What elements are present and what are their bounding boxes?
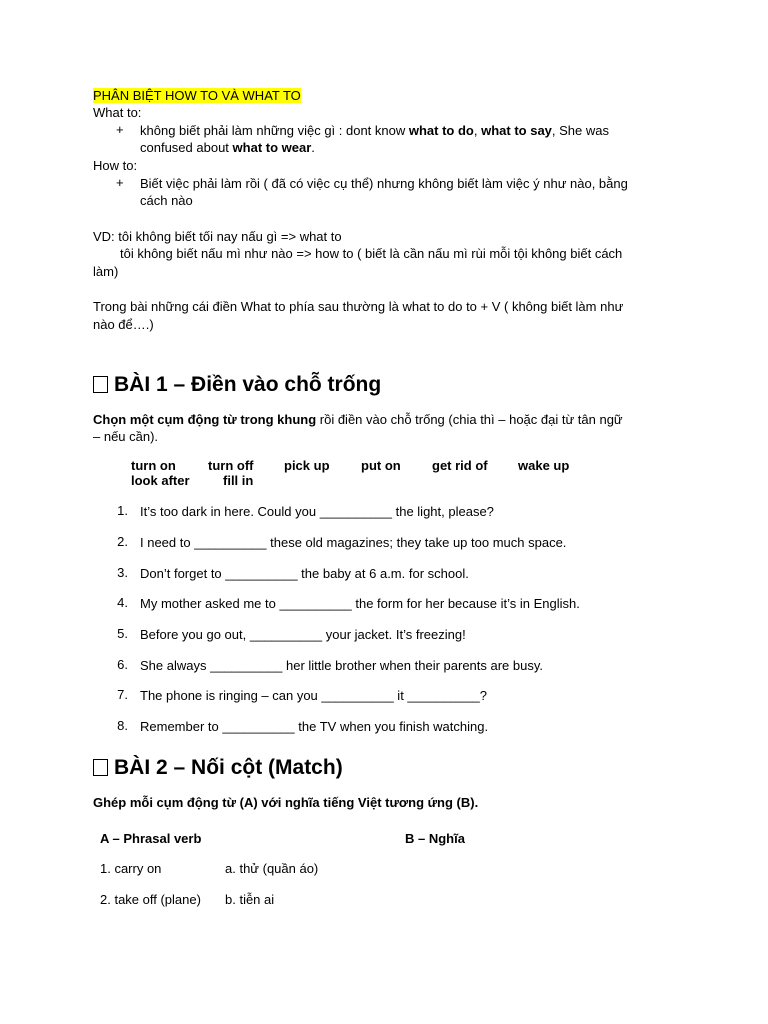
- list-item: Don’t forget to __________ the baby at 6 a.m. for school.: [140, 566, 469, 581]
- word-option: wake up: [518, 458, 570, 473]
- exercise1-heading: [93, 372, 381, 398]
- note-line2: nào để….): [93, 317, 154, 332]
- exercise2-instruction: Ghép mỗi cụm động từ (A) với nghĩa tiếng Việt tương ứng (B).: [93, 795, 479, 810]
- example-line1: VD: tôi không biết tối nay nấu gì => what to: [93, 229, 342, 244]
- how-to-bullet-line1: Biết việc phải làm rồi ( đã có việc cụ thể) nhưng không biết làm việc ý như nào, bằng: [140, 176, 628, 191]
- how-to-bullet-line2: cách nào: [140, 193, 193, 208]
- bold-segment: what to do: [408, 123, 474, 138]
- item-number: 3.: [117, 565, 128, 580]
- list-item: Remember to __________ the TV when you finish watching.: [140, 719, 489, 734]
- match-b-item: a. thử (quần áo): [225, 861, 319, 876]
- example-line2: tôi không biết nấu mì như nào => how to ( biết là cần nấu mì rùi mỗi tội không biết cách: [120, 246, 623, 261]
- exercise2-heading: [93, 755, 343, 781]
- item-number: 1.: [117, 503, 128, 518]
- note-line1: Trong bài những cái điền What to phía sau thường là what to do to + V ( không biết làm như: [93, 299, 624, 314]
- item-number: 4.: [117, 595, 128, 610]
- word-option: pick up: [284, 458, 330, 473]
- item-number: 8.: [117, 718, 128, 733]
- list-item: My mother asked me to __________ the form for her because it’s in English.: [140, 596, 580, 611]
- match-a-item: 1. carry on: [100, 861, 162, 876]
- list-item: I need to __________ these old magazines; they take up too much space.: [140, 535, 567, 550]
- bold-segment: what to wear: [232, 140, 312, 155]
- bullet-symbol: +: [116, 122, 124, 137]
- checkbox-icon: [93, 759, 108, 776]
- text-segment: confused about: [140, 140, 233, 155]
- text-segment: không biết phải làm những việc gì : dont know: [140, 123, 409, 138]
- exercise1-instruction-line1: [93, 411, 623, 428]
- word-option: look after: [131, 473, 190, 488]
- item-number: 6.: [117, 657, 128, 672]
- what-to-bullet-line1: [140, 122, 609, 139]
- exercise1-heading-text: BÀI 1 – Điền vào chỗ trống: [114, 373, 382, 396]
- item-number: 7.: [117, 687, 128, 702]
- text-segment: ,: [473, 123, 482, 138]
- exercise1-instruction-line2: – nếu cần).: [93, 429, 159, 444]
- bullet-symbol: +: [116, 175, 124, 190]
- column-a-header: A – Phrasal verb: [100, 831, 202, 846]
- word-option: get rid of: [432, 458, 488, 473]
- list-item: The phone is ringing – can you __________ it __________?: [140, 688, 487, 703]
- checkbox-icon: [93, 376, 108, 393]
- text-segment: rồi điền vào chỗ trống (chia thì – hoặc đại từ tân ngữ: [316, 412, 623, 427]
- word-option: turn on: [131, 458, 176, 473]
- bold-segment: what to say: [481, 123, 552, 138]
- match-a-item: 2. take off (plane): [100, 892, 201, 907]
- word-option: fill in: [223, 473, 254, 488]
- list-item: It’s too dark in here. Could you __________ the light, please?: [140, 504, 494, 519]
- list-item: Before you go out, __________ your jacket. It’s freezing!: [140, 627, 466, 642]
- word-option: put on: [361, 458, 401, 473]
- example-line3: làm): [93, 264, 119, 279]
- text-segment: .: [311, 140, 315, 155]
- bold-segment: Chọn một cụm động từ trong khung: [93, 412, 317, 427]
- how-to-label: How to:: [93, 158, 138, 173]
- item-number: 5.: [117, 626, 128, 641]
- match-b-item: b. tiễn ai: [225, 892, 275, 907]
- doc-title-text: PHÂN BIỆT HOW TO VÀ WHAT TO: [93, 88, 301, 103]
- item-number: 2.: [117, 534, 128, 549]
- list-item: She always __________ her little brother when their parents are busy.: [140, 658, 544, 673]
- word-option: turn off: [208, 458, 254, 473]
- exercise2-heading-text: BÀI 2 – Nối cột (Match): [114, 756, 343, 779]
- what-to-label: What to:: [93, 105, 142, 120]
- column-b-header: B – Nghĩa: [405, 831, 465, 846]
- what-to-bullet-line2: [140, 139, 315, 156]
- doc-title: [93, 87, 301, 104]
- text-segment: , She was: [551, 123, 609, 138]
